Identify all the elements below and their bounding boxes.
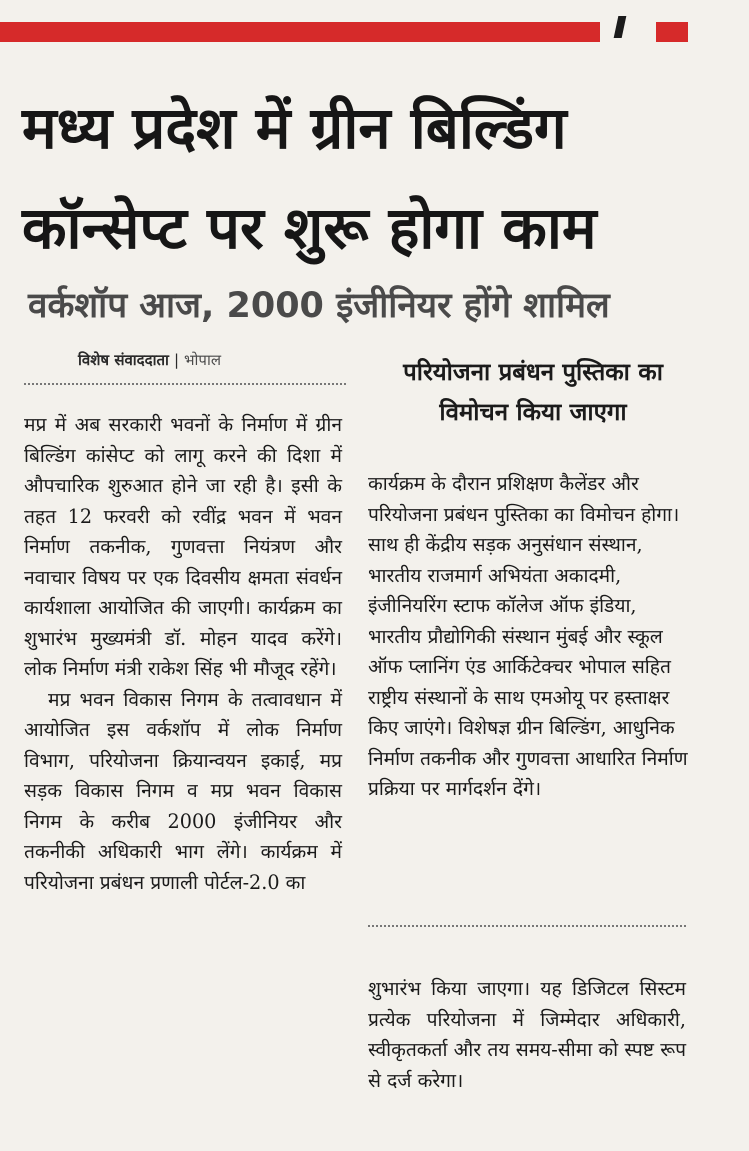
masthead-mark [614,16,627,38]
article-right-continuation [368,955,686,1115]
byline-place: भोपाल [184,351,222,369]
article-byline [78,350,221,370]
article-subheadline: वर्कशॉप आज, 2000 इंजीनियर होंगे शामिल [28,286,610,326]
masthead-red-block [656,22,688,42]
box-body [368,450,688,824]
right-continuation-paragraph: शुभारंभ किया जाएगा। यह डिजिटल सिस्टम प्रत्येक परियोजना में जिम्मेदार अधिकारी, स्वीकृतकर्ता और तय समय-सीमा को स्पष्ट रूप से दर्ज करेगा। [368,977,686,1092]
byline-divider [24,383,346,385]
masthead-red-bar [0,22,600,42]
box-heading: परियोजना प्रबंधन पुस्तिका का विमोचन किया जाएगा [403,358,663,426]
article-left-column [24,410,342,898]
left-paragraph-2: मप्र भवन विकास निगम के तत्वावधान में आयोजित इस वर्कशॉप में लोक निर्माण विभाग, परियोजना क्रियान्वयन इकाई, मप्र सड़क विकास निगम व मप्र भवन विकास निगम के करीब 2000 इंजीनियर और तकनीकी अधिकारी भाग लेंगे। कार्यक्रम में परियोजना प्रबंधन प्रणाली पोर्टल-2.0 का [24,687,342,894]
box-paragraph: कार्यक्रम के दौरान प्रशिक्षण कैलेंडर और परियोजना प्रबंधन पुस्तिका का विमोचन होगा। साथ ही केंद्रीय सड़क अनुसंधान संस्थान, भारतीय राजमार्ग अभियंता अकादमी, इंजीनियरिंग स्टाफ कॉलेज ऑफ इंडिया, भारतीय प्रौद्योगिकी संस्थान मुंबई और स्कूल ऑफ प्लानिंग एंड आर्किटेक्चर भोपाल सहित राष्ट्रीय संस्थानों के साथ एमओयू पर हस्ताक्षर किए जाएंगे। विशेषज्ञ ग्रीन बिल्डिंग, आधुनिक निर्माण तकनीक और गुणवत्ता आधारित निर्माण प्रक्रिया पर मार्गदर्शन देंगे। [368,472,688,801]
article-headline: मध्य प्रदेश में ग्रीन बिल्डिंग कॉन्सेप्ट पर शुरू होगा काम [22,94,597,262]
byline-author: विशेष संवाददाता [78,351,169,369]
box-divider [368,925,686,927]
left-paragraph-1: मप्र में अब सरकारी भवनों के निर्माण में ग्रीन बिल्डिंग कांसेप्ट को लागू करने की दिशा में औपचारिक शुरुआत होने जा रही है। इसी के तहत 12 फरवरी को रवींद्र भवन में भवन निर्माण तकनीक, गुणवत्ता नियंत्रण और नवाचार विषय पर एक दिवसीय क्षमता संवर्धन कार्यशाला आयोजित की जाएगी। कार्यक्रम का शुभारंभ मुख्यमंत्री डॉ. मोहन यादव करेंगे। लोक निर्माण मंत्री राकेश सिंह भी मौजूद रहेंगे। [24,413,342,680]
byline-separator: | [173,351,179,369]
